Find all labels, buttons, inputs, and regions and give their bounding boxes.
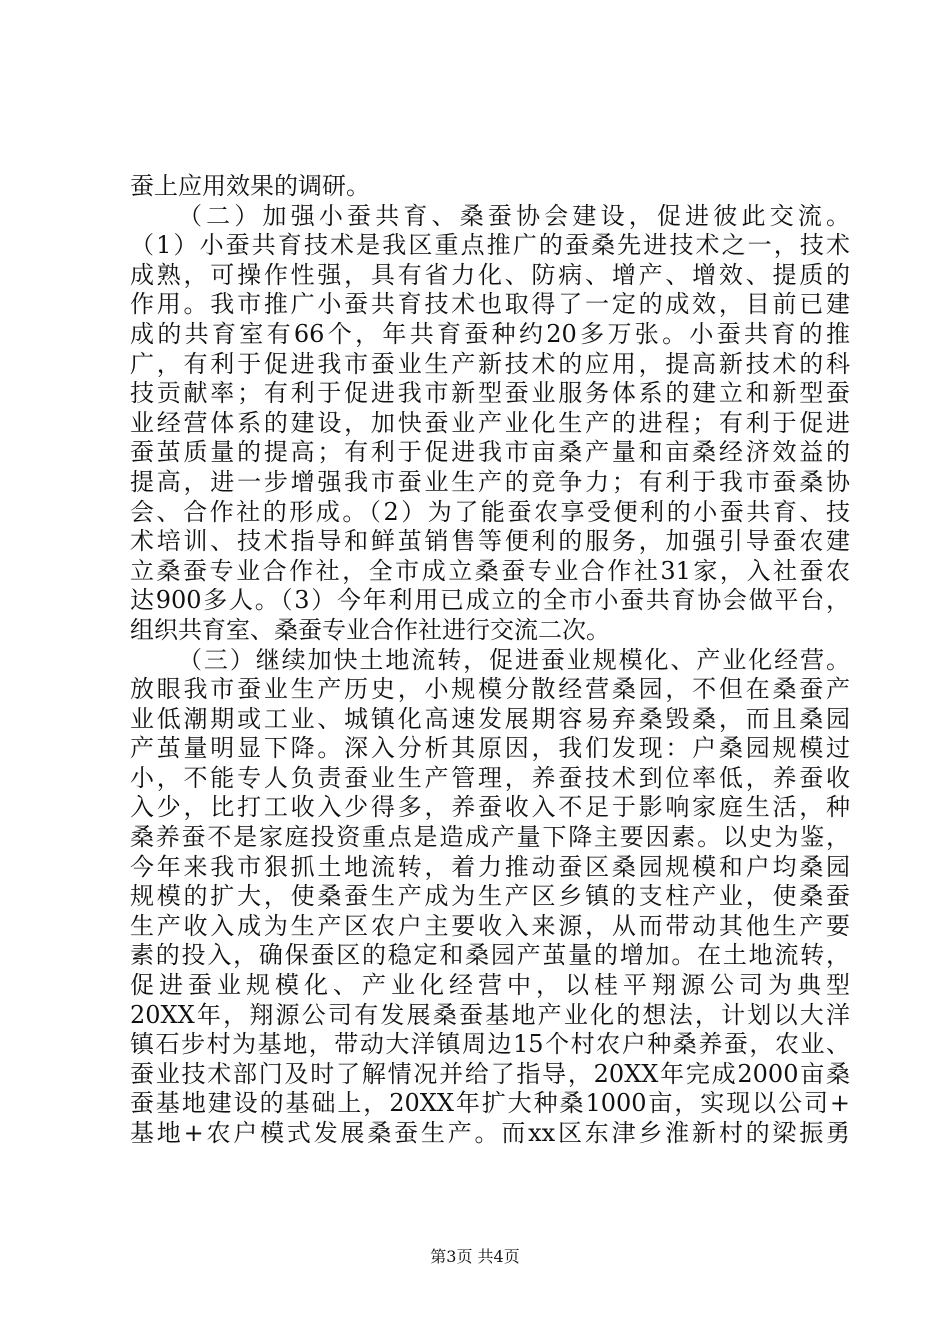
text-line: 蚕茧质量的提高；有利于促进我市亩桑产量和亩桑经济效益的 [130,438,850,467]
text-line: 小，不能专人负责蚕业生产管理，养蚕技术到位率低，养蚕收 [130,763,850,792]
text-line: 镇石步村为基地，带动大洋镇周边15个村农户种桑养蚕，农业、 [130,1030,850,1059]
text-line: 桑养蚕不是家庭投资重点是造成产量下降主要因素。以史为鉴， [130,823,850,852]
text-line: 入少，比打工收入少得多，养蚕收入不足于影响家庭生活，种 [130,793,850,822]
section-heading: （三）继续加快土地流转，促进蚕业规模化、产业化经营。 [178,645,850,674]
text-line: （1）小蚕共育技术是我区重点推广的蚕桑先进技术之一，技术 [130,231,850,260]
text-line: 技贡献率；有利于促进我市新型蚕业服务体系的建立和新型蚕 [130,379,850,408]
section-heading: （二）加强小蚕共育、桑蚕协会建设，促进彼此交流。 [178,201,850,230]
text-line: 基地+农户模式发展桑蚕生产。而xx区东津乡淮新村的梁振勇 [130,1119,850,1147]
text-line: 成熟，可操作性强，具有省力化、防病、增产、增效、提质的 [130,260,850,289]
text-line: 蚕基地建设的基础上，20XX年扩大种桑1000亩，实现以公司+ [130,1089,850,1118]
text-line: 规模的扩大，使桑蚕生产成为生产区乡镇的支柱产业，使桑蚕 [130,882,850,911]
text-line: 蚕上应用效果的调研。 [130,172,370,200]
text-line: 提高，进一步增强我市蚕业生产的竞争力；有利于我市蚕桑协 [130,467,850,496]
text-line: 作用。我市推广小蚕共育技术也取得了一定的成效，目前已建 [130,290,850,319]
text-line: 成的共育室有66个，年共育蚕种约20多万张。小蚕共育的推 [130,319,850,348]
text-line: 立桑蚕专业合作社，全市成立桑蚕专业合作社31家，入社蚕农 [130,556,850,585]
text-line: 业低潮期或工业、城镇化高速发展期容易弃桑毁桑，而且桑园 [130,704,850,733]
text-line: 业经营体系的建设，加快蚕业产业化生产的进程；有利于促进 [130,408,850,437]
text-line: 组织共育室、桑蚕专业合作社进行交流二次。 [130,615,610,644]
text-line: 会、合作社的形成。（2）为了能蚕农享受便利的小蚕共育、技 [130,497,850,526]
page-footer: 第3页 共4页 [430,1247,520,1266]
text-line: 生产收入成为生产区农户主要收入来源，从而带动其他生产要 [130,911,850,940]
text-line: 达900多人。（3）今年利用已成立的全市小蚕共育协会做平台， [130,586,850,615]
text-line: 产茧量明显下降。深入分析其原因，我们发现：户桑园规模过 [130,734,850,763]
text-line: 促进蚕业规模化、产业化经营中，以桂平翔源公司为典型 [130,971,850,1000]
text-line: 术培训、技术指导和鲜茧销售等便利的服务，加强引导蚕农建 [130,527,850,556]
text-line: 今年来我市狠抓土地流转，着力推动蚕区桑园规模和户均桑园 [130,852,850,881]
text-line: 20XX年，翔源公司有发展桑蚕基地产业化的想法，计划以大洋 [130,1000,850,1029]
text-line: 素的投入，确保蚕区的稳定和桑园产茧量的增加。在土地流转， [130,941,850,970]
text-line: 广，有利于促进我市蚕业生产新技术的应用，提高新技术的科 [130,349,850,378]
document-body [130,172,850,1149]
text-line: 放眼我市蚕业生产历史，小规模分散经营桑园，不但在桑蚕产 [130,675,850,704]
text-line: 蚕业技术部门及时了解情况并给了指导，20XX年完成2000亩桑 [130,1059,850,1088]
